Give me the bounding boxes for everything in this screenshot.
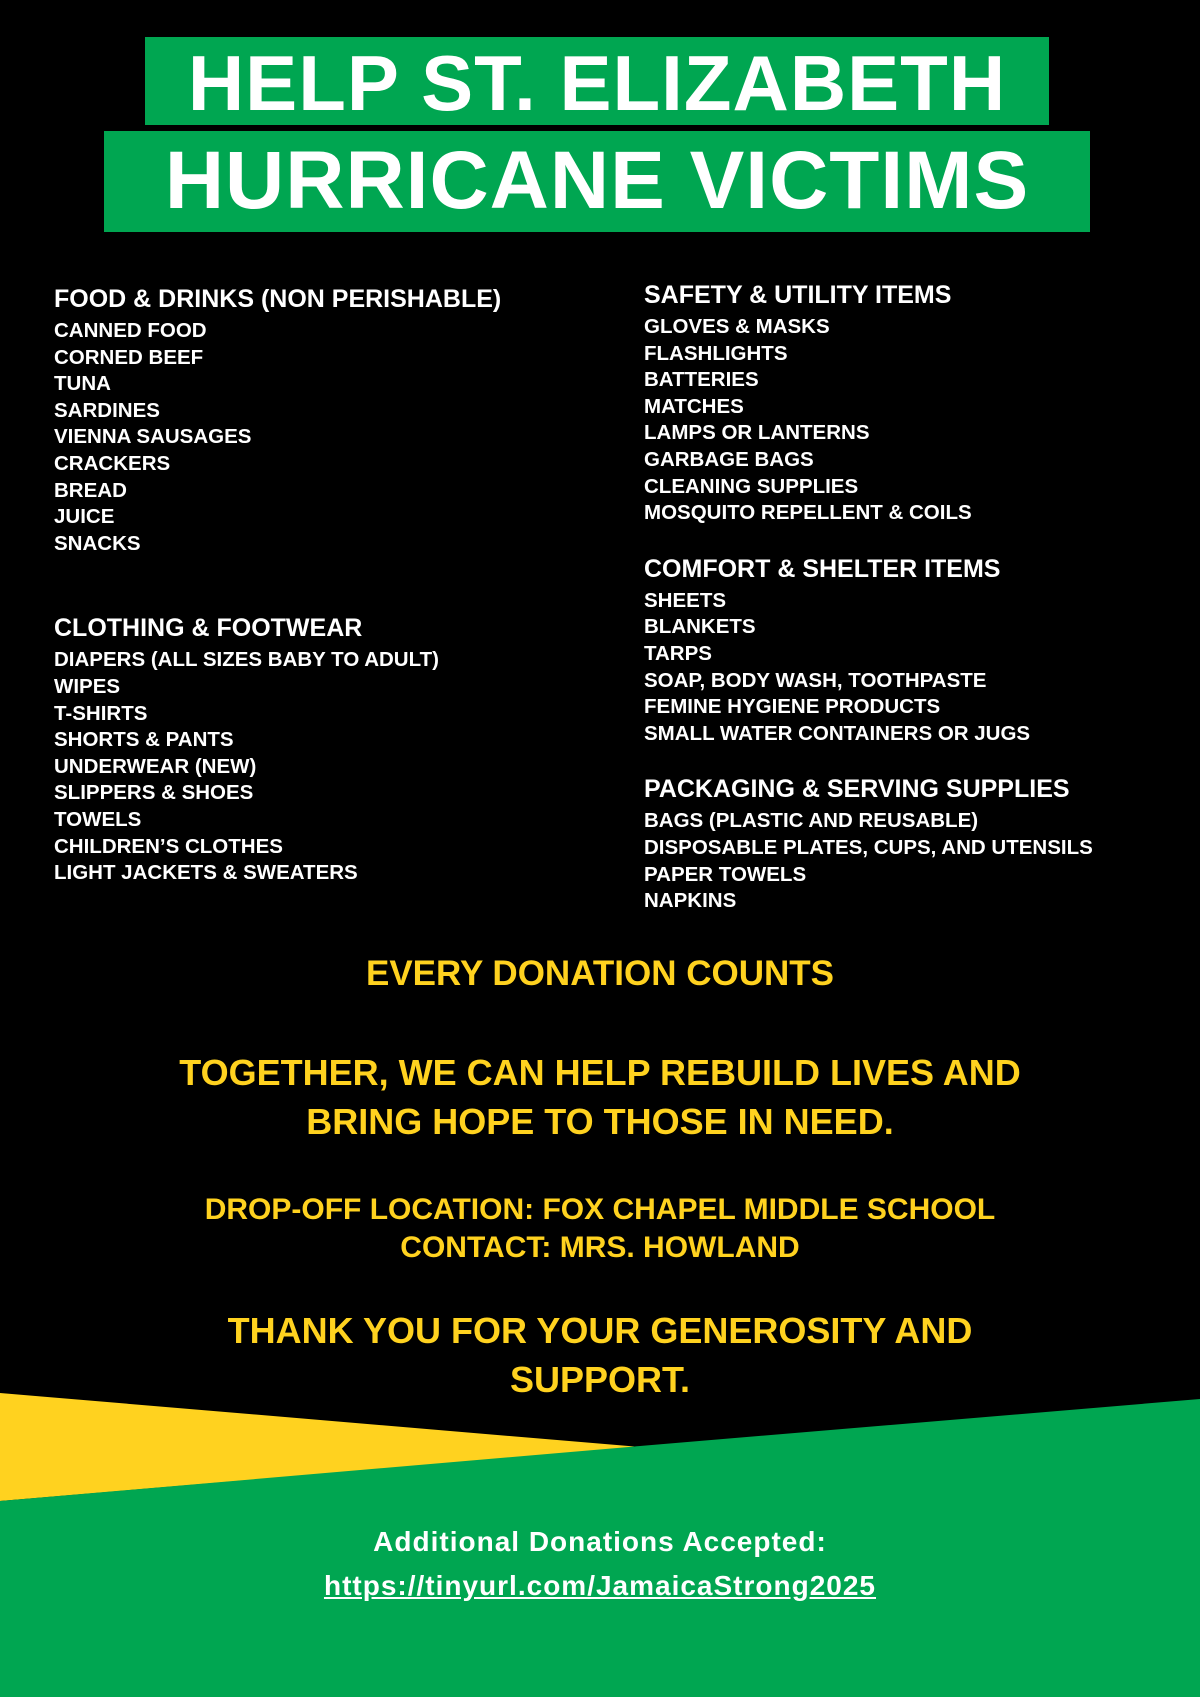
- list-item: DISPOSABLE PLATES, CUPS, AND UTENSILS: [644, 835, 1093, 859]
- list-item: TARPS: [644, 641, 712, 665]
- list-item: FEMINE HYGIENE PRODUCTS: [644, 695, 941, 719]
- list-item: LAMPS OR LANTERNS: [644, 421, 870, 445]
- list-item: BLANKETS: [644, 615, 756, 639]
- list-item: DIAPERS (ALL SIZES BABY TO ADULT): [54, 648, 439, 672]
- list-item: SHORTS & PANTS: [54, 728, 234, 752]
- list-item: VIENNA SAUSAGES: [54, 425, 252, 449]
- title-line-2: HURRICANE VICTIMS: [104, 131, 1090, 232]
- section-heading: CLOTHING & FOOTWEAR: [54, 614, 363, 643]
- list-item: LIGHT JACKETS & SWEATERS: [54, 861, 358, 885]
- list-item: UNDERWEAR (NEW): [54, 754, 257, 778]
- list-item: SMALL WATER CONTAINERS OR JUGS: [644, 721, 1031, 745]
- list-item: MATCHES: [644, 394, 744, 418]
- thanks-line-2: SUPPORT.: [509, 1359, 691, 1400]
- list-item: CANNED FOOD: [54, 319, 207, 342]
- every-donation-counts: EVERY DONATION COUNTS: [365, 954, 834, 993]
- list-item: SOAP, BODY WASH, TOOTHPASTE: [644, 668, 987, 692]
- donation-link[interactable]: https://tinyurl.com/JamaicaStrong2025: [323, 1570, 877, 1601]
- list-item: CHILDREN’S CLOTHES: [54, 834, 283, 858]
- list-item: SARDINES: [54, 398, 160, 422]
- title-line-1: HELP ST. ELIZABETH: [145, 37, 1049, 125]
- section-heading: PACKAGING & SERVING SUPPLIES: [644, 775, 1070, 804]
- list-item: SLIPPERS & SHOES: [54, 781, 254, 805]
- list-item: T-SHIRTS: [54, 701, 148, 725]
- list-item: TUNA: [54, 372, 111, 396]
- list-item: JUICE: [54, 505, 115, 529]
- list-item: CORNED BEEF: [54, 345, 204, 369]
- contact-name: CONTACT: MRS. HOWLAND: [400, 1231, 800, 1264]
- together-line-1: TOGETHER, WE CAN HELP REBUILD LIVES AND: [179, 1052, 1021, 1093]
- list-item: BATTERIES: [644, 368, 759, 392]
- list-item: SHEETS: [644, 588, 727, 612]
- list-item: NAPKINS: [644, 889, 737, 913]
- section-heading: SAFETY & UTILITY ITEMS: [644, 281, 952, 309]
- list-item: GARBAGE BAGS: [644, 447, 814, 471]
- list-item: WIPES: [54, 674, 121, 698]
- list-item: BREAD: [54, 478, 127, 502]
- list-item: GLOVES & MASKS: [644, 315, 830, 338]
- list-item: BAGS (PLASTIC AND REUSABLE): [644, 809, 979, 833]
- additional-donations-label: Additional Donations Accepted:: [373, 1526, 827, 1557]
- list-item: PAPER TOWELS: [644, 862, 807, 886]
- section-heading: FOOD & DRINKS (NON PERISHABLE): [54, 285, 502, 313]
- list-item: FLASHLIGHTS: [644, 341, 788, 365]
- list-item: MOSQUITO REPELLENT & COILS: [644, 501, 972, 525]
- list-item: SNACKS: [54, 531, 141, 555]
- dropoff-location: DROP-OFF LOCATION: FOX CHAPEL MIDDLE SCHOOL: [204, 1193, 996, 1226]
- together-line-2: BRING HOPE TO THOSE IN NEED.: [306, 1101, 894, 1142]
- list-item: TOWELS: [54, 807, 142, 831]
- list-item: CLEANING SUPPLIES: [644, 474, 859, 498]
- list-item: CRACKERS: [54, 451, 171, 475]
- section-heading: COMFORT & SHELTER ITEMS: [644, 554, 1001, 583]
- thanks-line-1: THANK YOU FOR YOUR GENEROSITY AND: [227, 1310, 973, 1351]
